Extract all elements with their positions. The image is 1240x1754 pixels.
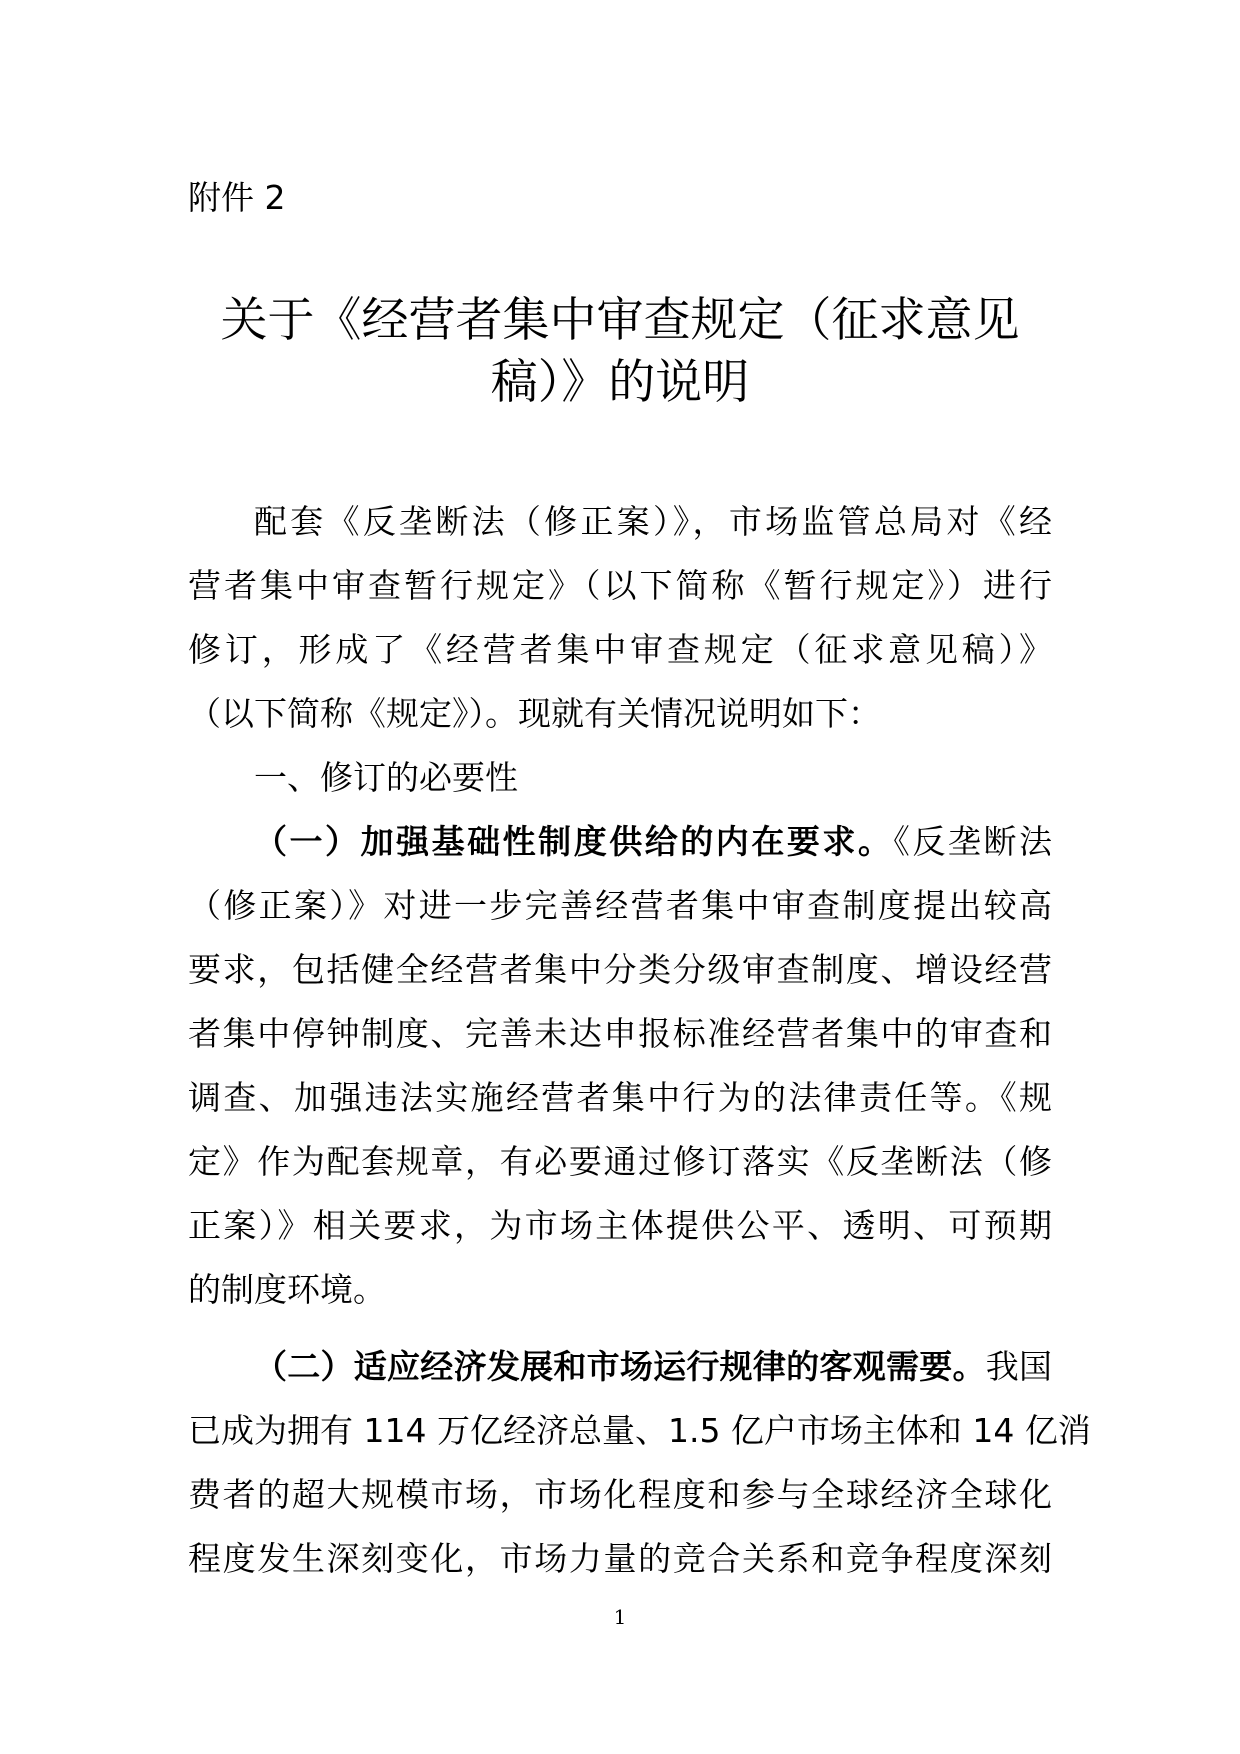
subsection-1-line-6: 定》作为配套规章，有必要通过修订落实《反垄断法（修 xyxy=(188,1142,1052,1181)
paragraph-gap xyxy=(188,1322,1052,1335)
intro-line-2: 营者集中审查暂行规定》（以下简称《暂行规定》）进行 xyxy=(188,566,1052,605)
intro-line-3: 修订，形成了《经营者集中审查规定（征求意见稿）》 xyxy=(188,630,1052,669)
subsection-1-first-line xyxy=(188,810,1052,874)
subsection-1-heading: （一）加强基础性制度供给的内在要求。 xyxy=(254,822,894,861)
subsection-2-line-3: 费者的超大规模市场，市场化程度和参与全球经济全球化 xyxy=(188,1475,1052,1514)
document-body xyxy=(188,490,1091,1591)
section-heading: 一、修订的必要性 xyxy=(254,758,518,797)
subsection-2-first-line-rest: 我国 xyxy=(985,1347,1053,1386)
subsection-1-line-3: 要求，包括健全经营者集中分类分级审查制度、增设经营 xyxy=(188,950,1052,989)
attachment-label: 附件 2 xyxy=(188,178,286,217)
subsection-2-line-4: 程度发生深刻变化，市场力量的竞合关系和竞争程度深刻 xyxy=(188,1539,1052,1578)
subsection-1-line-5: 调查、加强违法实施经营者集中行为的法律责任等。《规 xyxy=(188,1078,1052,1117)
subsection-1-line-2: （修正案）》对进一步完善经营者集中审查制度提出较高 xyxy=(188,886,1052,925)
subsection-2-heading: （二）适应经济发展和市场运行规律的客观需要。 xyxy=(254,1347,986,1386)
subsection-1-line-8: 的制度环境。 xyxy=(188,1270,386,1309)
subsection-1-line-7: 正案）》相关要求，为市场主体提供公平、透明、可预期 xyxy=(188,1206,1052,1245)
subsection-2-line-2: 已成为拥有 114 万亿经济总量、1.5 亿户市场主体和 14 亿消 xyxy=(188,1411,1091,1450)
page-number: 1 xyxy=(613,1605,627,1629)
subsection-1-line-4: 者集中停钟制度、完善未达申报标准经营者集中的审查和 xyxy=(188,1014,1052,1053)
subsection-1-first-line-rest: 《反垄断法 xyxy=(893,822,1053,861)
intro-line-1: 配套《反垄断法（修正案）》，市场监管总局对《经 xyxy=(254,502,1052,541)
intro-line-4: （以下简称《规定》）。现就有关情况说明如下： xyxy=(188,694,881,733)
document-title xyxy=(150,290,1090,414)
title-line-2: 稿）》的说明 xyxy=(490,355,750,410)
subsection-2-first-line xyxy=(188,1335,1052,1399)
title-line-1: 关于《经营者集中审查规定（征求意见 xyxy=(220,293,1020,348)
